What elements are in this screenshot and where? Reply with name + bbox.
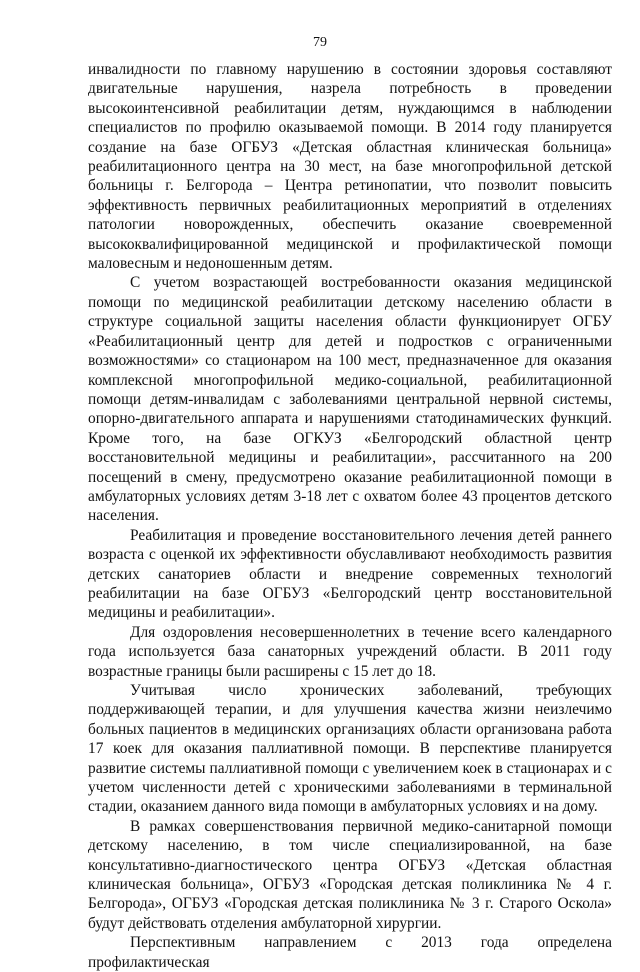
paragraph-3: Реабилитация и проведение восстановительного лечения детей раннего возраста с оценкой их эффективности обуславливают необходимость развития детских санаториев области и внедрение современных технологий реабилитации на базе ОГБУЗ «Белгородский центр восстановительной медицины и реабилитации». <box>88 526 612 622</box>
paragraph-2: С учетом возрастающей востребованности оказания медицинской помощи по медицинской реабилитации детскому населению области в структуре социальной защиты населения области функционирует ОГБУ «Реабилитационный центр для детей и подростков с ограниченными возможностями» со стационаром на 100 мест, предназначенное для оказания комплексной многопрофильной медико-социальной, реабилитационной помощи детям-инвалидам с заболеваниями центральной нервной системы, опорно-двигательного аппарата и нарушениями статодинамических функций. Кроме того, на базе ОГКУЗ «Белгородский областной центр восстановительной медицины и реабилитации», рассчитанного на 200 посещений в смену, предусмотрено оказание реабилитационной помощи в амбулаторных условиях детям 3-18 лет с охватом более 43 процентов детского населения. <box>88 274 612 525</box>
paragraph-7: Перспективным направлением с 2013 года определена профилактическая <box>88 934 612 971</box>
document-body <box>88 60 612 972</box>
paragraph-6: В рамках совершенствования первичной медико-санитарной помощи детскому населению, в том числе специализированной, на базе консультативно-диагностического центра ОГБУЗ «Детская областная клиническая больница», ОГБУЗ «Городская детская поликлиника № 4 г. Белгорода», ОГБУЗ «Городская детская поликлиника № 3 г. Старого Оскола» будут действовать отделения амбулаторной хирургии. <box>88 817 612 932</box>
paragraph-1: инвалидности по главному нарушению в состоянии здоровья составляют двигательные нарушения, назрела потребность в проведении высокоинтенсивной реабилитации детям, нуждающимся в наблюдении специалистов по профилю оказываемой помощи. В 2014 году планируется создание на базе ОГБУЗ «Детская областная клиническая больница» реабилитационного центра на 30 мест, на базе многопрофильной детской больницы г. Белгорода – Центра ретинопатии, что позволит повысить эффективность первичных реабилитационных мероприятий в отделениях патологии новорожденных, обеспечить оказание своевременной высококвалифицированной медицинской и профилактической помощи маловесным и недоношенным детям. <box>88 61 612 273</box>
page-number: 79 <box>313 35 327 50</box>
paragraph-5: Учитывая число хронических заболеваний, требующих поддерживающей терапии, и для улучшения качества жизни неизлечимо больных пациентов в медицинских организациях области организована работа 17 коек для оказания паллиативной помощи. В перспективе планируется развитие системы паллиативной помощи с увеличением коек в стационарах и с учетом численности детей с хроническими заболеваниями в терминальной стадии, оказанием данного вида помощи в амбулаторных условиях и на дому. <box>88 682 612 816</box>
paragraph-4: Для оздоровления несовершеннолетних в течение всего календарного года используется база санаторных учреждений области. В 2011 году возрастные границы были расширены с 15 лет до 18. <box>88 623 612 680</box>
